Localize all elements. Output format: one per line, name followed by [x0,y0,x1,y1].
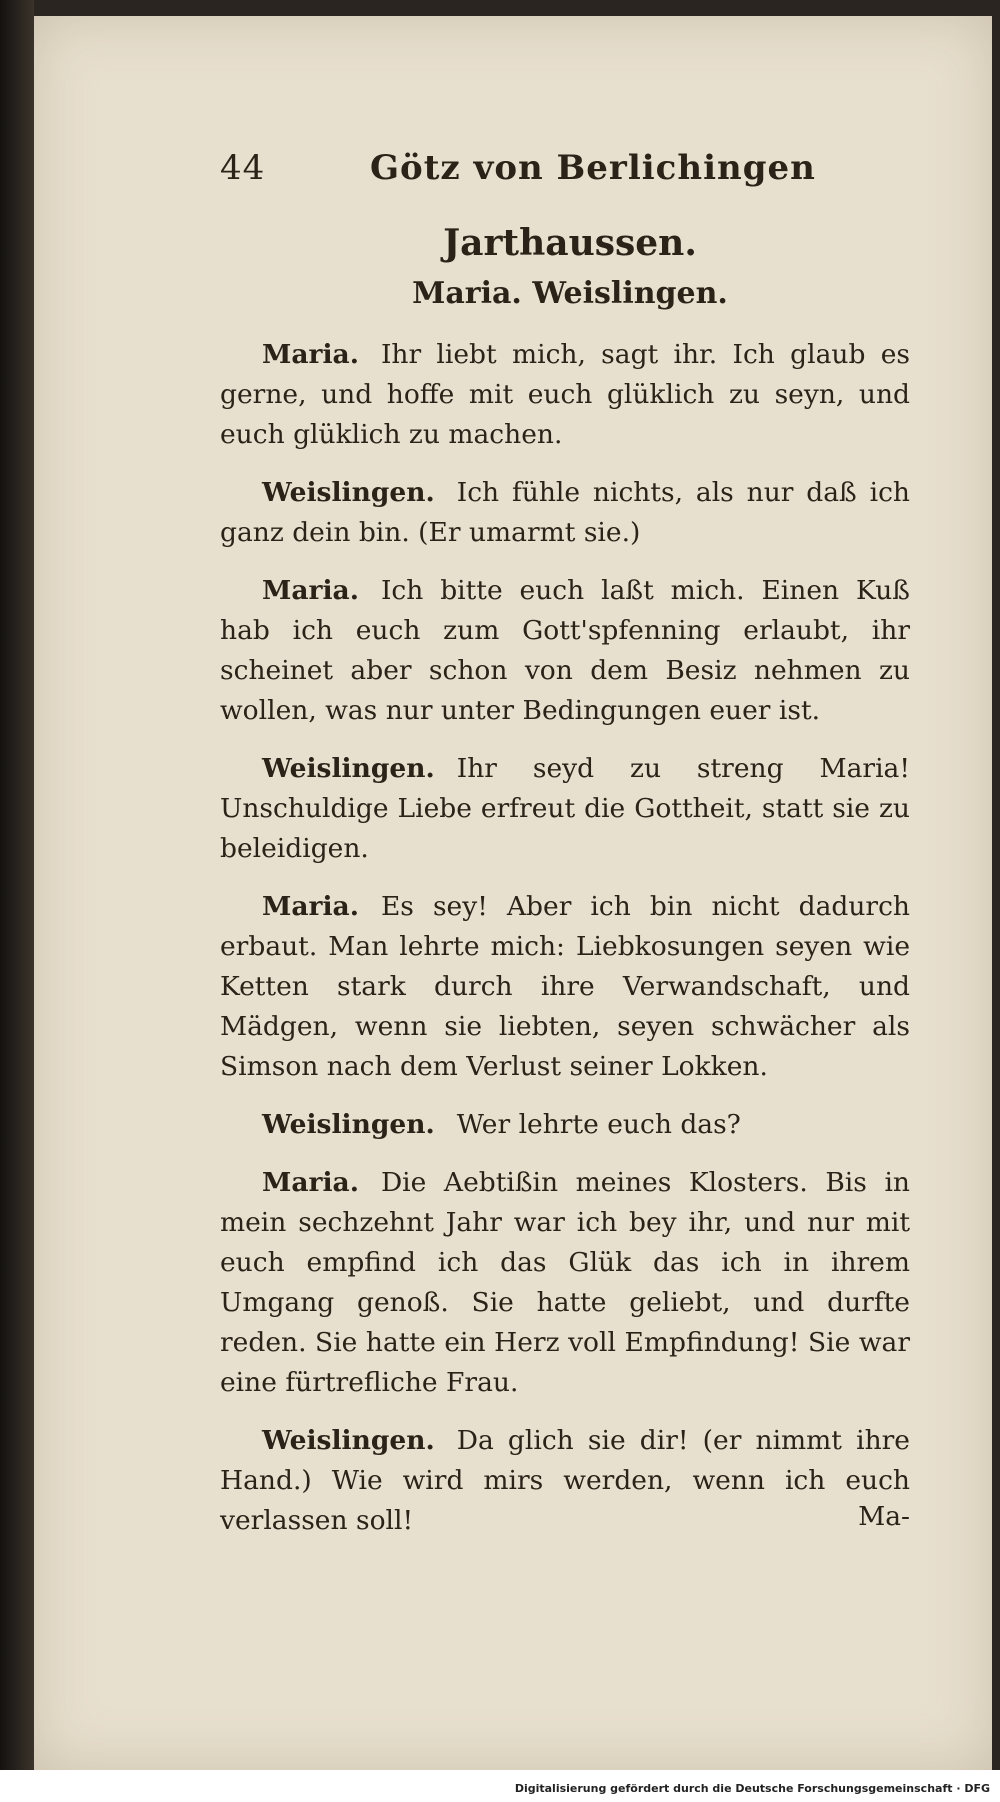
book-spine-edge [0,0,34,1802]
speech-paragraph [220,1105,910,1145]
speech-paragraph [220,473,910,553]
speech-text: Ich bitte euch laßt mich. Einen Kuß hab ich euch zum Gott'spfenning erlaubt, ihr scheinet aber schon von dem Besiz nehmen zu wollen, was nur unter Bedingungen euer ist. [220,575,910,726]
speech-text: Es sey! Aber ich bin nicht dadurch erbaut. Man lehrte mich: Liebkosungen seyen wie Ketten stark durch ihre Verwandschaft, und Mädgen, wenn sie liebten, seyen schwächer als Simson nach dem Verlust seiner Lokken. [220,891,910,1082]
speech-paragraph [220,887,910,1087]
speaker-name: Weislingen. [262,477,435,508]
speech-paragraph [220,571,910,731]
speech-text: Ihr seyd zu streng Maria! Unschuldige Liebe erfreut die Gottheit, statt sie zu beleidigen. [220,753,910,864]
speaker-name: Weislingen. [262,1425,435,1456]
speech-paragraph [220,1163,910,1403]
running-head [220,148,920,208]
speaker-name: Maria. [262,339,359,370]
speech-paragraph [220,749,910,869]
speaker-name: Maria. [262,891,359,922]
scene-title: Jarthaussen. [443,222,697,264]
speaker-name: Maria. [262,575,359,606]
running-title: Götz von Berlichingen [370,148,816,188]
speech-text: Die Aebtißin meines Klosters. Bis in mein sechzehnt Jahr war ich bey ihr, und nur mit euch empfind ich das Glük das ich in ihrem Umgang genoß. Sie hatte geliebt, und durfte reden. Sie hatte ein Herz voll Empfindung! Sie war eine fürtrefliche Frau. [220,1167,910,1398]
digitization-credit: Digitalisierung gefördert durch die Deutsche Forschungsgemeinschaft · DFG [514,1782,990,1795]
catchword: Ma- [858,1501,910,1532]
scene-persons: Maria. Weislingen. [412,276,728,311]
page-number: 44 [220,148,266,188]
speaker-name: Weislingen. [262,1109,435,1140]
speech-paragraph [220,335,910,455]
page-content [220,148,920,1536]
speech-text: Ihr liebt mich, sagt ihr. Ich glaub es gerne, und hoffe mit euch glüklich zu seyn, und euch glüklich zu machen. [220,339,910,450]
speech-text: Ich fühle nichts, als nur daß ich ganz dein bin. (Er umarmt sie.) [220,477,910,548]
speaker-name: Maria. [262,1167,359,1198]
speech-text: Da glich sie dir! (er nimmt ihre Hand.) Wie wird mirs werden, wenn ich euch verlassen soll! [220,1425,910,1536]
speech-text: Wer lehrte euch das? [456,1109,741,1140]
speaker-name: Weislingen. [262,753,435,784]
